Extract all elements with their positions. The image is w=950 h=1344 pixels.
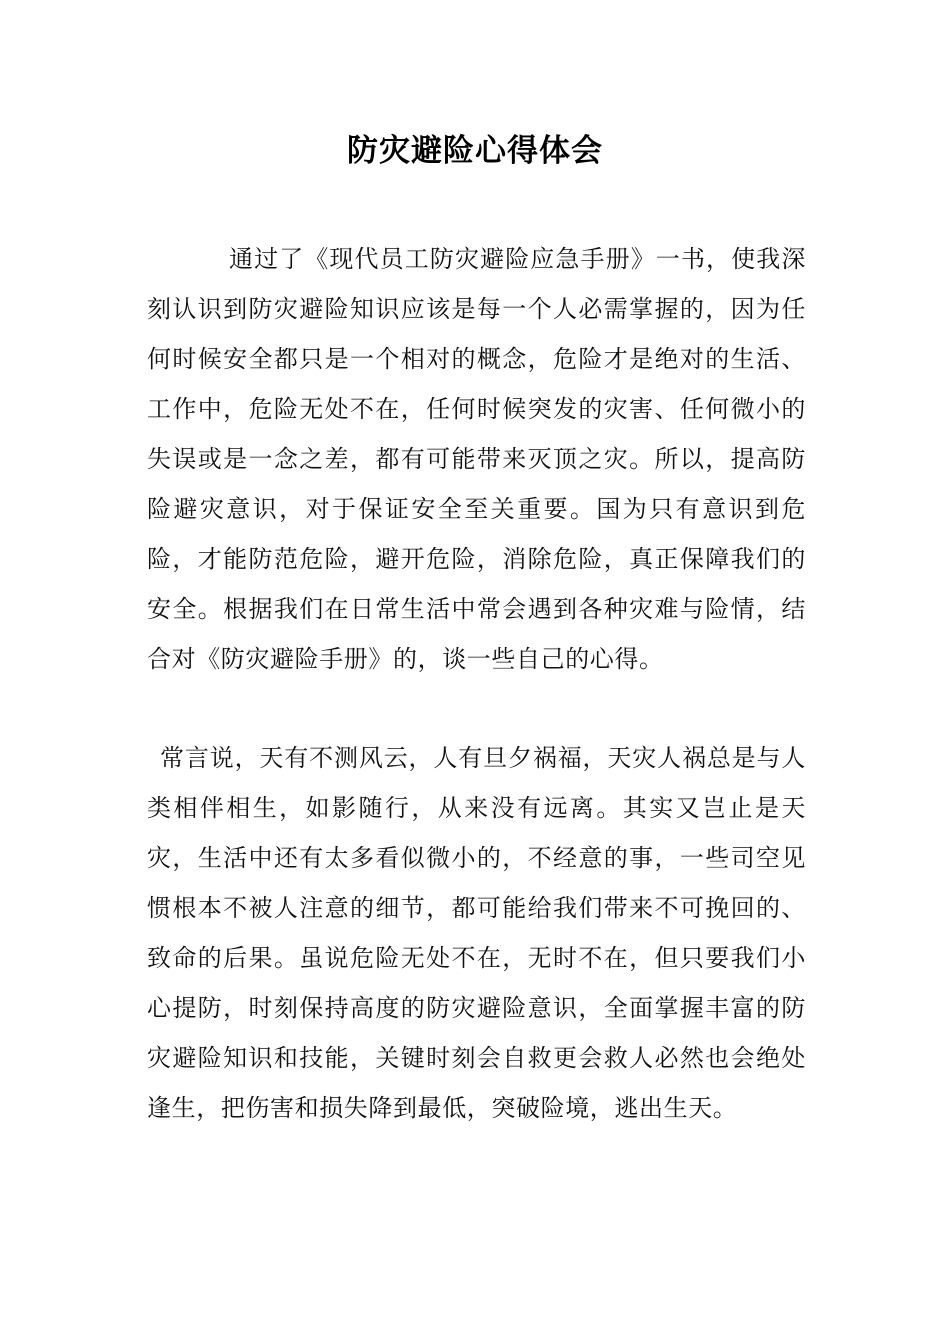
body-paragraph-1: 通过了《现代员工防灾避险应急手册》一书，使我深刻认识到防灾避险知识应该是每一个人必需掌握的，因为任何时候安全都只是一个相对的概念，危险才是绝对的生活、工作中，危险无处不在，任何时候突发的灾害、任何微小的失误或是一念之差，都有可能带来灭顶之灾。所以，提高防险避灾意识，对于保证安全至关重要。国为只有意识到危险，才能防范危险，避开危险，消除危险，真正保障我们的安全。根据我们在日常生活中常会遇到各种灾难与险情，结合对《防灾避险手册》的，谈一些自己的心得。 (147, 245, 806, 673)
body-paragraph-2: 常言说，天有不测风云，人有旦夕祸福，天灾人祸总是与人类相伴相生，如影随行，从来没有远离。其实又岂止是天灾，生活中还有太多看似微小的，不经意的事，一些司空见惯根本不被人注意的细节，都可能给我们带来不可挽回的、致命的后果。虽说危险无处不在，无时不在，但只要我们小心提防，时刻保持高度的防灾避险意识，全面掌握丰富的防灾避险知识和技能，关键时刻会自救更会救人必然也会绝处逢生，把伤害和损失降到最低，突破险境，逃出生天。 (147, 744, 806, 1122)
document-title: 防灾避险心得体会 (347, 133, 603, 169)
